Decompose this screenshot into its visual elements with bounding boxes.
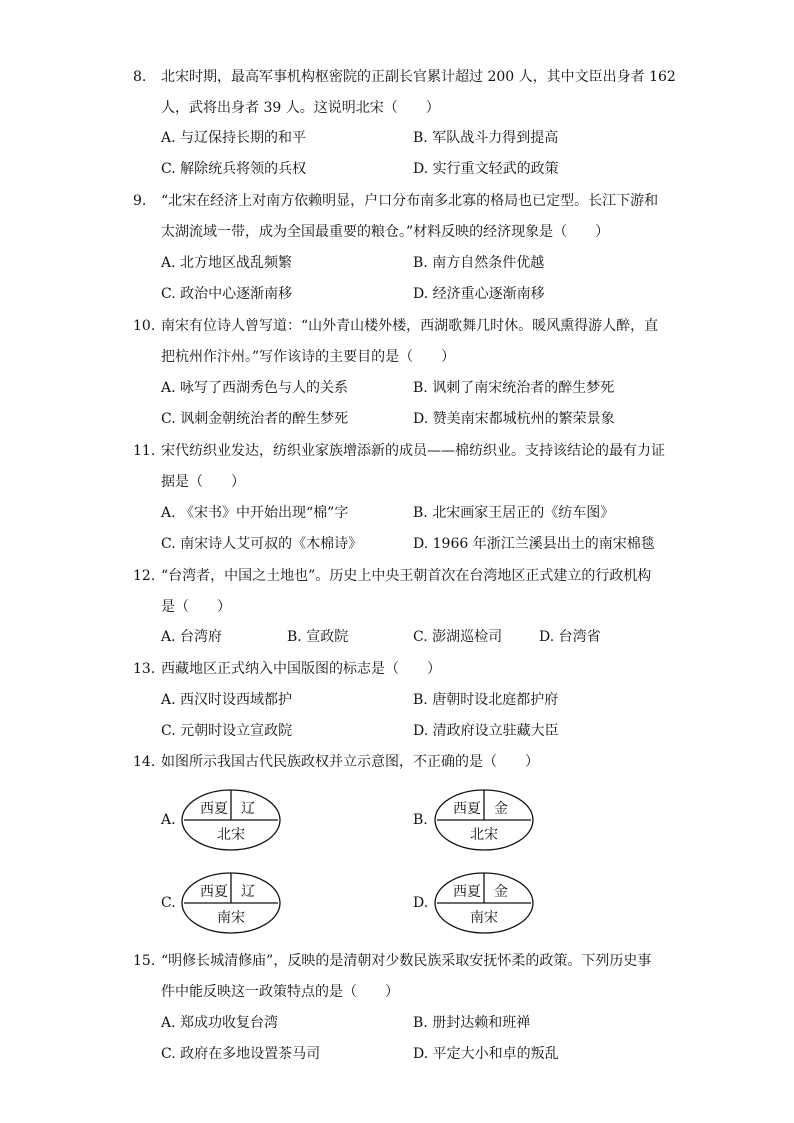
option-c: C. 政治中心逐渐南移 (161, 286, 293, 302)
stem-line: 是（ ） (161, 599, 231, 615)
question-number: 9. (133, 193, 147, 209)
stem-line: 北宋时期，最高军事机构枢密院的正副长官累计超过 200 人，其中文臣出身者 162 (161, 69, 676, 85)
option-d: D. 经济重心逐渐南移 (413, 286, 545, 302)
region-south: 南宋 (217, 910, 245, 926)
option-c: C. 澎湖巡检司 (413, 629, 503, 645)
question-stem (161, 186, 673, 248)
region-northeast: 辽 (241, 884, 255, 900)
stem-line: 如图所示我国古代民族政权并立示意图，不正确的是（ ） (161, 754, 539, 770)
option-c: C. 讽刺金朝统治者的醉生梦死 (161, 411, 349, 427)
option-a: A. 北方地区战乱频繁 (161, 255, 293, 271)
question-stem (161, 62, 676, 124)
region-south: 北宋 (470, 827, 498, 843)
option-d: D. 平定大小和卓的叛乱 (413, 1046, 559, 1062)
question-number: 10. (133, 318, 156, 334)
region-south: 南宋 (470, 910, 498, 926)
diagram-a (180, 788, 282, 852)
option-a: A. 郑成功收复台湾 (161, 1015, 279, 1031)
question-number: 12. (133, 568, 156, 584)
option-c: C. 解除统兵将领的兵权 (161, 161, 307, 177)
stem-line: 西藏地区正式纳入中国版图的标志是（ ） (161, 661, 441, 677)
diagram-d-label: D. (413, 895, 429, 911)
question-stem (161, 946, 673, 1008)
question-number: 13. (133, 661, 156, 677)
option-c: C. 南宋诗人艾可叔的《木棉诗》 (161, 536, 363, 552)
region-south: 北宋 (217, 827, 245, 843)
option-c: C. 政府在多地设置茶马司 (161, 1046, 321, 1062)
region-west: 西夏 (453, 801, 481, 817)
region-northeast: 辽 (241, 801, 255, 817)
stem-line: 件中能反映这一政策特点的是（ ） (161, 984, 399, 1000)
option-c: C. 元朝时设立宣政院 (161, 723, 293, 739)
region-west: 西夏 (453, 884, 481, 900)
question-number: 11. (133, 443, 156, 459)
question-number: 8. (133, 69, 147, 85)
stem-line: 据是（ ） (161, 474, 245, 490)
region-northeast: 金 (494, 884, 508, 900)
diagram-c (180, 871, 282, 935)
option-b: B. 册封达赖和班禅 (413, 1015, 531, 1031)
option-a: A. 《宋书》中开始出现“棉”字 (161, 505, 349, 521)
question-number: 14. (133, 754, 156, 770)
stem-line: “台湾者，中国之土地也”。历史上中央王朝首次在台湾地区正式建立的行政机构 (161, 568, 652, 584)
question-stem (161, 654, 673, 685)
option-d: D. 1966 年浙江兰溪县出土的南宋棉毯 (413, 536, 655, 552)
diagram-b (433, 788, 535, 852)
diagram-c-label: C. (161, 895, 176, 911)
stem-line: “明修长城清修庙”，反映的是清朝对少数民族采取安抚怀柔的政策。下列历史事 (161, 953, 652, 969)
option-a: A. 与辽保持长期的和平 (161, 130, 307, 146)
stem-line: “北宋在经济上对南方依赖明显，户口分布南多北寡的格局也已定型。长江下游和 (161, 193, 659, 209)
question-stem (161, 561, 673, 623)
option-b: B. 宣政院 (287, 629, 349, 645)
option-a: A. 台湾府 (161, 629, 223, 645)
diagram-d (433, 871, 535, 935)
stem-line: 宋代纺织业发达，纺织业家族增添新的成员——棉纺织业。支持该结论的最有力证 (161, 443, 665, 459)
stem-line: 太湖流域一带，成为全国最重要的粮仓。”材料反映的经济现象是（ ） (161, 224, 610, 240)
question-stem (161, 311, 673, 373)
region-northeast: 金 (494, 801, 508, 817)
question-number: 15. (133, 953, 156, 969)
stem-line: 把杭州作汴州。”写作该诗的主要目的是（ ） (161, 349, 456, 365)
option-d: D. 实行重文轻武的政策 (413, 161, 559, 177)
option-b: B. 军队战斗力得到提高 (413, 130, 559, 146)
option-b: B. 北宋画家王居正的《纺车图》 (413, 505, 615, 521)
option-d: D. 赞美南宋都城杭州的繁荣景象 (413, 411, 615, 427)
region-west: 西夏 (200, 801, 228, 817)
stem-line: 南宋有位诗人曾写道：“山外青山楼外楼，西湖歌舞几时休。暖风熏得游人醉，直 (161, 318, 659, 334)
question-stem (161, 747, 673, 778)
option-b: B. 讽刺了南宋统治者的醉生梦死 (413, 380, 615, 396)
diagram-a-label: A. (161, 812, 176, 828)
question-stem (161, 436, 673, 498)
option-d: D. 台湾省 (539, 629, 601, 645)
region-west: 西夏 (200, 884, 228, 900)
diagram-b-label: B. (413, 812, 428, 828)
option-d: D. 清政府设立驻藏大臣 (413, 723, 559, 739)
option-a: A. 咏写了西湖秀色与人的关系 (161, 380, 349, 396)
option-b: B. 南方自然条件优越 (413, 255, 545, 271)
stem-line: 人，武将出身者 39 人。这说明北宋（ ） (161, 100, 440, 116)
option-b: B. 唐朝时设北庭都护府 (413, 692, 559, 708)
option-a: A. 西汉时设西域都护 (161, 692, 293, 708)
